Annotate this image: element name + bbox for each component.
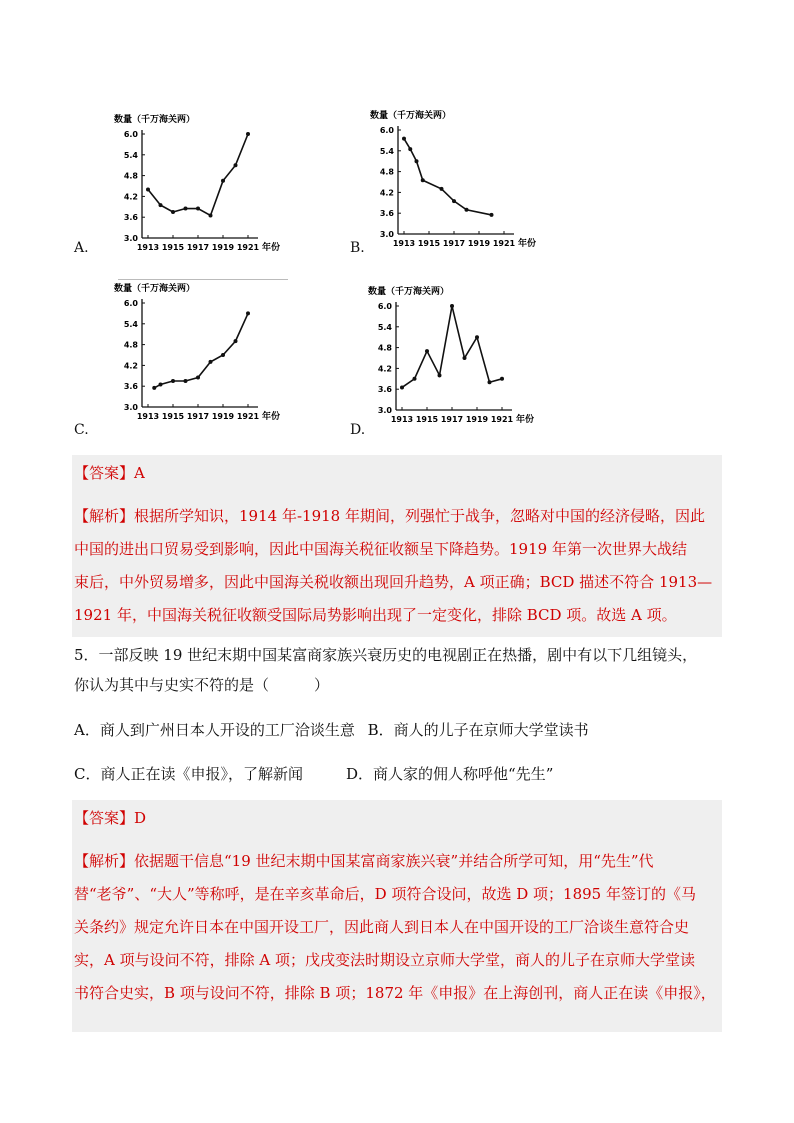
x-tick-label: 1913 bbox=[136, 412, 160, 421]
analysis-line bbox=[72, 500, 722, 533]
series-line bbox=[404, 139, 492, 215]
y-tick-label: 4.8 bbox=[123, 171, 138, 181]
y-tick-label: 3.6 bbox=[123, 382, 138, 392]
y-tick-label: 4.2 bbox=[123, 361, 138, 371]
data-point bbox=[421, 178, 425, 182]
data-point bbox=[438, 373, 442, 377]
analysis-title: 【解析】 bbox=[74, 507, 135, 525]
analysis-text: 根据所学知识，1914 年-1918 年期间，列强忙于战争，忽略对中国的经济侵略，因此 bbox=[134, 507, 705, 525]
x-tick-label: 1921 bbox=[236, 243, 260, 252]
y-tick-label: 5.4 bbox=[379, 146, 394, 156]
x-tick-label: 1915 bbox=[417, 239, 441, 248]
x-axis-unit: 年份 bbox=[262, 243, 281, 253]
y-axis-label: 数量（千万海关两） bbox=[370, 111, 452, 121]
line-chart-d bbox=[362, 280, 552, 430]
y-tick-label: 6.0 bbox=[377, 302, 392, 311]
question-text: 5．一部反映 19 世纪末期中国某富商家族兴衰历史的电视剧正在热播，剧中有以下几组镜头， bbox=[74, 646, 698, 664]
x-tick-label: 1919 bbox=[467, 239, 491, 248]
data-point bbox=[488, 380, 492, 384]
x-tick-label: 1917 bbox=[186, 243, 210, 252]
data-point bbox=[246, 311, 250, 315]
data-point bbox=[402, 137, 406, 141]
analysis-line: 关条约》规定允许日本在中国开设工厂，因此商人到日本人在中国开设的工厂洽谈生意符合史 bbox=[74, 918, 690, 936]
data-point bbox=[490, 213, 494, 217]
line-chart-a bbox=[108, 108, 298, 258]
y-tick-label: 3.6 bbox=[379, 209, 394, 219]
chart-option-b bbox=[364, 104, 554, 258]
data-point bbox=[475, 335, 479, 339]
data-point bbox=[500, 377, 504, 381]
y-tick-label: 6.0 bbox=[123, 299, 138, 308]
answer-box-1 bbox=[72, 455, 722, 637]
x-tick-label: 1913 bbox=[136, 243, 160, 252]
y-tick-label: 4.8 bbox=[123, 340, 138, 350]
x-tick-label: 1917 bbox=[440, 415, 464, 424]
option-c: C．商人正在读《申报》，了解新闻 bbox=[74, 765, 303, 783]
x-tick-label: 1915 bbox=[161, 412, 185, 421]
option-letter-d: D. bbox=[350, 422, 366, 438]
y-tick-label: 4.2 bbox=[377, 364, 392, 374]
data-point bbox=[463, 356, 467, 360]
analysis-line: 替“老爷”、“大人”等称呼，是在辛亥革命后，D 项符合设问，故选 D 项；1895 年签订的《马 bbox=[74, 885, 696, 903]
line-chart-c bbox=[108, 277, 298, 427]
y-tick-label: 5.4 bbox=[123, 150, 138, 160]
y-axis-label: 数量（千万海关两） bbox=[368, 287, 450, 297]
y-tick-label: 6.0 bbox=[379, 126, 394, 135]
data-point bbox=[171, 379, 175, 383]
x-tick-label: 1915 bbox=[161, 243, 185, 252]
x-tick-label: 1913 bbox=[392, 239, 416, 248]
y-tick-label: 4.8 bbox=[377, 343, 392, 353]
answer-box-2 bbox=[72, 800, 722, 1032]
data-point bbox=[196, 376, 200, 380]
y-axis-label: 数量（千万海关两） bbox=[114, 115, 196, 125]
x-tick-label: 1917 bbox=[186, 412, 210, 421]
data-point bbox=[159, 203, 163, 207]
data-point bbox=[413, 377, 417, 381]
analysis-line bbox=[72, 845, 722, 878]
x-tick-label: 1919 bbox=[211, 243, 235, 252]
analysis-line: 束后，中外贸易增多，因此中国海关税收额出现回升趋势，A 项正确；BCD 描述不符合 1913— bbox=[74, 573, 713, 591]
data-point bbox=[246, 132, 250, 136]
chart-option-c bbox=[108, 277, 298, 431]
data-point bbox=[146, 187, 150, 191]
chart-option-a bbox=[108, 108, 298, 262]
question-text: 你认为其中与史实不符的是（ ） bbox=[74, 676, 330, 694]
data-point bbox=[221, 179, 225, 183]
question-options-row-2 bbox=[74, 758, 724, 791]
option-letter-b: B. bbox=[350, 240, 365, 256]
data-point bbox=[425, 349, 429, 353]
y-tick-label: 4.2 bbox=[379, 188, 394, 198]
option-b: B．商人的儿子在京师大学堂读书 bbox=[367, 721, 589, 739]
data-point bbox=[209, 360, 213, 364]
x-tick-label: 1921 bbox=[236, 412, 260, 421]
analysis-line: 书符合史实，B 项与设问不符，排除 B 项；1872 年《申报》在上海创刊，商人正在读《申报》， bbox=[74, 984, 716, 1002]
data-point bbox=[234, 163, 238, 167]
series-line bbox=[148, 134, 248, 215]
option-letter-a: A. bbox=[74, 240, 89, 256]
data-point bbox=[465, 208, 469, 212]
option-d: D．商人家的佣人称呼他“先生” bbox=[346, 765, 554, 783]
y-tick-label: 3.0 bbox=[377, 406, 392, 415]
y-tick-label: 5.4 bbox=[377, 322, 392, 332]
x-axis-unit: 年份 bbox=[262, 412, 281, 422]
x-tick-label: 1917 bbox=[442, 239, 466, 248]
y-tick-label: 4.8 bbox=[379, 167, 394, 177]
x-axis-unit: 年份 bbox=[518, 239, 537, 249]
data-point bbox=[415, 159, 419, 163]
x-tick-label: 1921 bbox=[490, 415, 514, 424]
x-tick-label: 1913 bbox=[390, 415, 414, 424]
line-chart-b bbox=[364, 104, 554, 254]
y-axis-label: 数量（千万海关两） bbox=[114, 284, 196, 294]
question-options-row-1 bbox=[74, 714, 724, 747]
data-point bbox=[184, 207, 188, 211]
y-tick-label: 3.0 bbox=[123, 234, 138, 243]
y-tick-label: 5.4 bbox=[123, 319, 138, 329]
x-tick-label: 1921 bbox=[492, 239, 516, 248]
y-tick-label: 3.6 bbox=[123, 213, 138, 223]
option-letter-c: C. bbox=[74, 422, 89, 438]
data-point bbox=[400, 385, 404, 389]
data-point bbox=[234, 339, 238, 343]
data-point bbox=[196, 207, 200, 211]
analysis-title: 【解析】 bbox=[74, 852, 135, 870]
y-tick-label: 3.0 bbox=[123, 403, 138, 412]
data-point bbox=[209, 213, 213, 217]
option-a: A．商人到广州日本人开设的工厂洽谈生意 bbox=[74, 721, 355, 739]
data-point bbox=[221, 353, 225, 357]
answer-label: 【答案】A bbox=[74, 464, 145, 482]
data-point bbox=[408, 147, 412, 151]
answer-label: 【答案】D bbox=[74, 809, 147, 827]
data-point bbox=[171, 210, 175, 214]
data-point bbox=[452, 199, 456, 203]
data-point bbox=[152, 386, 156, 390]
analysis-text: 依据题干信息“19 世纪末期中国某富商家族兴衰”并结合所学可知，用“先生”代 bbox=[134, 852, 654, 870]
y-tick-label: 3.6 bbox=[377, 385, 392, 395]
analysis-line: 中国的进出口贸易受到影响，因此中国海关税征收额呈下降趋势。1919 年第一次世界大战结 bbox=[74, 540, 687, 558]
y-tick-label: 4.2 bbox=[123, 192, 138, 202]
data-point bbox=[450, 304, 454, 308]
series-line bbox=[402, 306, 502, 387]
x-tick-label: 1919 bbox=[465, 415, 489, 424]
chart-option-d bbox=[362, 280, 552, 434]
x-tick-label: 1915 bbox=[415, 415, 439, 424]
x-axis-unit: 年份 bbox=[516, 415, 535, 425]
x-tick-label: 1919 bbox=[211, 412, 235, 421]
series-line bbox=[154, 313, 248, 388]
data-point bbox=[440, 187, 444, 191]
data-point bbox=[159, 382, 163, 386]
y-tick-label: 6.0 bbox=[123, 130, 138, 139]
question-5 bbox=[74, 640, 724, 700]
data-point bbox=[184, 379, 188, 383]
y-tick-label: 3.0 bbox=[379, 230, 394, 239]
analysis-line: 1921 年，中国海关税征收额受国际局势影响出现了一定变化，排除 BCD 项。故选 A 项。 bbox=[74, 606, 677, 624]
analysis-line: 实，A 项与设问不符，排除 A 项；戊戌变法时期设立京师大学堂，商人的儿子在京师大学堂读 bbox=[74, 951, 695, 969]
